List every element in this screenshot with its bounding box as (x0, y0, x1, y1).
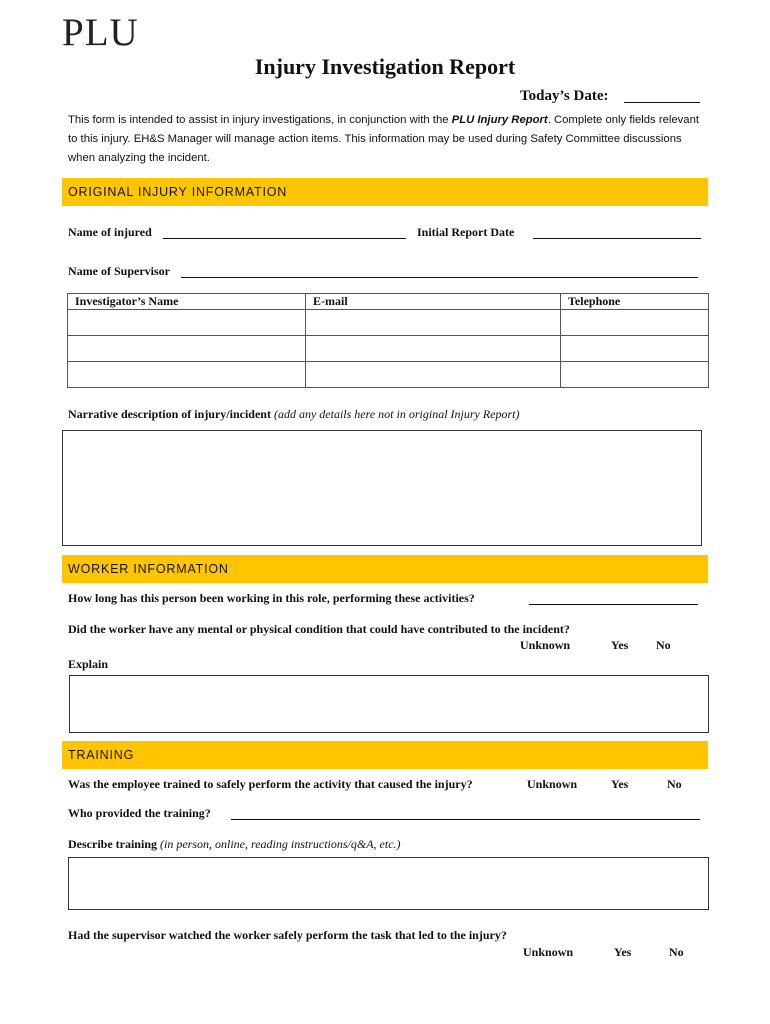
name-of-supervisor-field[interactable] (181, 277, 698, 278)
telephone-cell[interactable] (561, 310, 709, 336)
trained-question: Was the employee trained to safely perform the activity that caused the injury? (68, 777, 473, 791)
name-of-supervisor-label: Name of Supervisor (68, 264, 170, 278)
investigator-table (67, 293, 709, 388)
investigator-name-cell[interactable] (68, 336, 306, 362)
col-investigator-name: Investigator’s Name (68, 294, 306, 310)
supervisor-unknown-option[interactable]: Unknown (523, 945, 574, 959)
telephone-cell[interactable] (561, 362, 709, 388)
table-row (68, 336, 709, 362)
table-row (68, 310, 709, 336)
condition-no-option[interactable]: No (656, 638, 671, 652)
describe-training-label (68, 837, 401, 852)
condition-yes-option[interactable]: Yes (611, 638, 629, 652)
section-worker-info: WORKER INFORMATION (62, 555, 708, 583)
telephone-cell[interactable] (561, 336, 709, 362)
intro-emphasis: PLU Injury Report (451, 114, 548, 126)
narrative-textbox[interactable] (62, 430, 702, 546)
intro-post: . Complete only fields relevant to this injury. EH&S Manager will manage action items. This information may be used during Safety Committee discussions when analyzing the incident. (68, 114, 700, 164)
section-training: TRAINING (62, 741, 708, 769)
name-of-injured-label: Name of injured (68, 225, 152, 239)
email-cell[interactable] (306, 310, 561, 336)
describe-training-textbox[interactable] (68, 857, 709, 910)
condition-question: Did the worker have any mental or physical condition that could have contributed to the incident? (68, 622, 570, 636)
who-provided-field[interactable] (231, 819, 700, 820)
trained-unknown-option[interactable]: Unknown (527, 777, 578, 791)
trained-no-option[interactable]: No (667, 777, 682, 791)
supervisor-no-option[interactable]: No (669, 945, 684, 959)
intro-pre: This form is intended to assist in injury investigations, in conjunction with the (68, 114, 452, 126)
table-row (68, 362, 709, 388)
email-cell[interactable] (306, 336, 561, 362)
how-long-field[interactable] (529, 604, 698, 605)
today-date-field[interactable] (624, 102, 700, 103)
initial-report-date-label: Initial Report Date (417, 225, 515, 239)
investigator-name-cell[interactable] (68, 362, 306, 388)
initial-report-date-field[interactable] (533, 238, 701, 239)
page-title: Injury Investigation Report (254, 54, 516, 79)
explain-label: Explain (68, 657, 109, 671)
email-cell[interactable] (306, 362, 561, 388)
col-email: E-mail (306, 294, 561, 310)
name-of-injured-field[interactable] (163, 238, 406, 239)
supervisor-yes-option[interactable]: Yes (614, 945, 632, 959)
describe-training-text: Describe training (68, 837, 157, 851)
how-long-label: How long has this person been working in this role, performing these activities? (68, 591, 475, 605)
table-header-row (68, 294, 709, 310)
trained-yes-option[interactable]: Yes (611, 777, 629, 791)
explain-textbox[interactable] (69, 675, 709, 733)
col-telephone: Telephone (561, 294, 709, 310)
section-original-injury: ORIGINAL INJURY INFORMATION (62, 178, 708, 206)
narrative-label (68, 407, 520, 422)
narrative-label-text: Narrative description of injury/incident (68, 407, 271, 421)
investigator-name-cell[interactable] (68, 310, 306, 336)
who-provided-label: Who provided the training? (68, 806, 211, 820)
narrative-hint: (add any details here not in original Injury Report) (273, 407, 520, 421)
intro-text (68, 111, 708, 168)
today-date-label: Today’s Date: (520, 88, 609, 104)
plu-logo: PLU (62, 11, 139, 54)
supervisor-watched-question: Had the supervisor watched the worker safely perform the task that led to the injury? (68, 928, 507, 942)
condition-unknown-option[interactable]: Unknown (520, 638, 571, 652)
describe-training-hint: (in person, online, reading instructions/q&A, etc.) (160, 837, 401, 851)
